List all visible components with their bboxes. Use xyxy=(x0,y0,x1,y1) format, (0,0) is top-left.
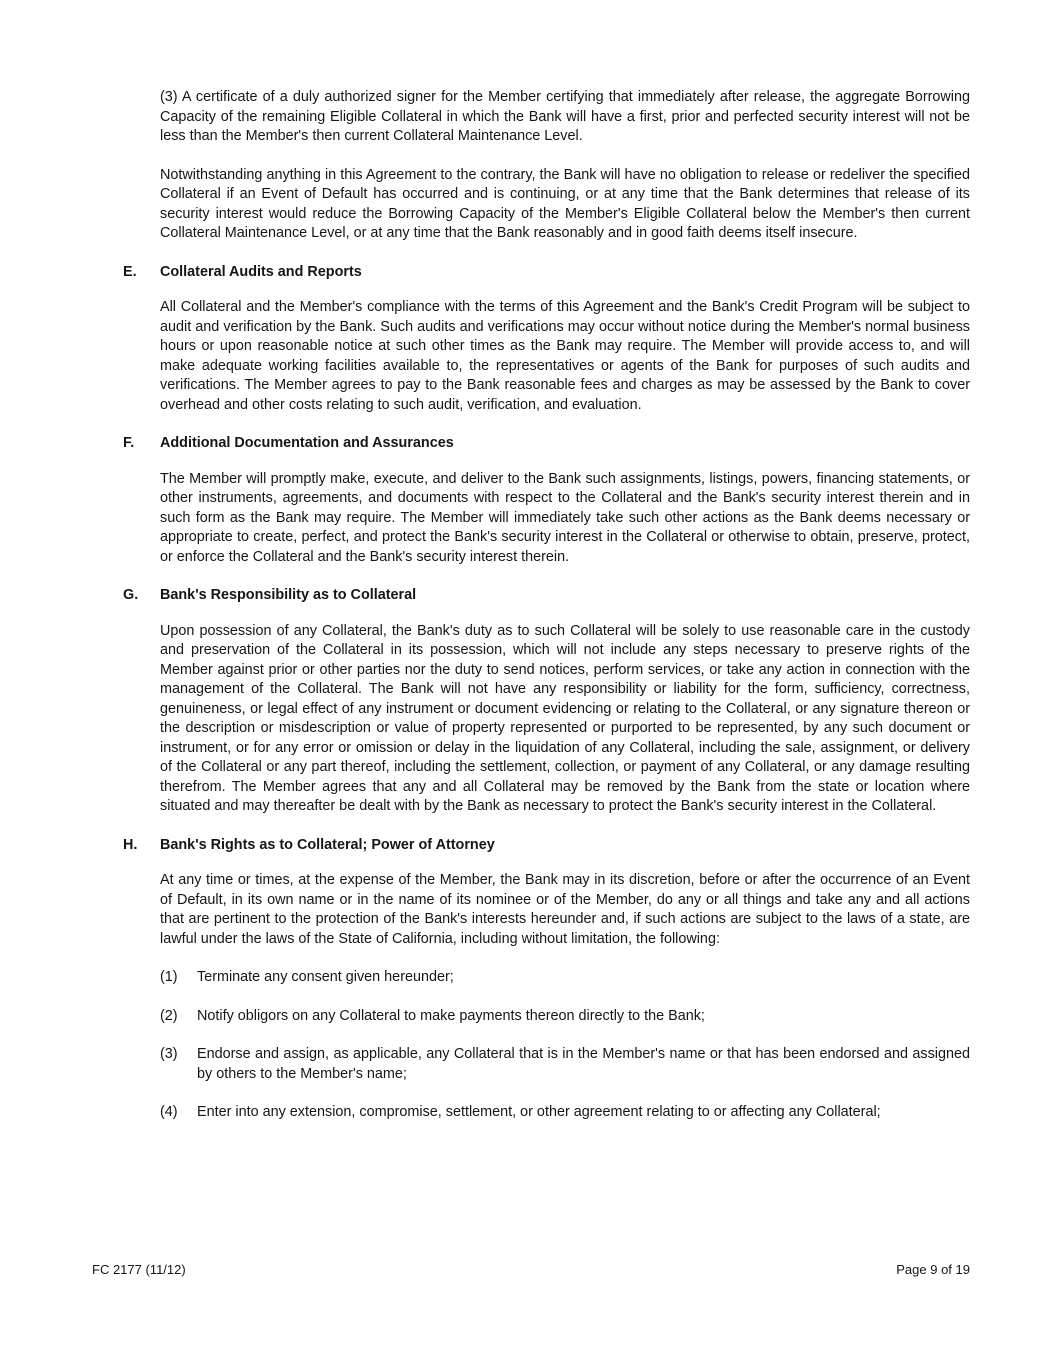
paragraph-notwithstanding: Notwithstanding anything in this Agreement to the contrary, the Bank will have no obligation to release or redeliver the specified Collateral if an Event of Default has occurred and is continuing, or at any time that the Bank determines that release of its security interest would reduce the Borrowing Capacity of the Member's Eligible Collateral below the Member's then current Collateral Maintenance Level, or at any time that the Bank reasonably and in good faith deems itself insecure. xyxy=(160,166,970,241)
document-content xyxy=(123,88,970,1142)
paragraph-certificate-item-3: (3) A certificate of a duly authorized signer for the Member certifying that immediately after release, the aggregate Borrowing Capacity of the remaining Eligible Collateral in which the Bank will have a first, prior and perfected security interest will not be less than the Member's then current Collateral Maintenance Level. xyxy=(160,89,970,144)
section-body-collateral-audits: All Collateral and the Member's compliance with the terms of this Agreement and the Bank's Credit Program will be subject to audit and verification by the Bank. Such audits and verifications may occur without notice during the Member's normal business hours or upon reasonable notice at such other times as the Bank may require. The Member will provide access to, and will make adequate working facilities available to, the representatives or agents of the Bank for purposes of such audits and verifications. The Member agrees to pay to the Bank reasonable fees and charges as may be assessed by the Bank to cover overhead and other costs relating to such audit, verification, and evaluation. xyxy=(160,299,970,413)
list-item-2-text: Notify obligors on any Collateral to make payments thereon directly to the Bank; xyxy=(197,1007,705,1024)
section-heading-g xyxy=(123,586,970,606)
section-title-collateral-audits: Collateral Audits and Reports xyxy=(160,263,362,280)
list-item-2-number: (2) xyxy=(160,1007,178,1024)
section-heading-h xyxy=(123,836,970,856)
section-body-additional-documentation: The Member will promptly make, execute, and deliver to the Bank such assignments, listings, powers, financing statements, or other instruments, agreements, and documents with respect to the Collateral and the Bank's security interest therein and in such form as the Bank may require. The Member will immediately take such other actions as the Bank deems necessary or appropriate to create, perfect, and protect the Bank's security interest in the Collateral or otherwise to obtain, preserve, protect, or enforce the Collateral and the Bank's security interest therein. xyxy=(160,470,970,565)
list-item-1-number: (1) xyxy=(160,969,178,985)
section-title-banks-rights: Bank's Rights as to Collateral; Power of Attorney xyxy=(160,836,495,853)
list-item-3-number: (3) xyxy=(160,1046,178,1062)
list-item-1-text: Terminate any consent given hereunder; xyxy=(197,969,454,985)
section-letter-f: F. xyxy=(123,435,135,451)
list-item-4-text: Enter into any extension, compromise, settlement, or other agreement relating to or affecting any Collateral; xyxy=(197,1104,881,1120)
section-letter-e: E. xyxy=(123,263,137,280)
page-number: Page 9 of 19 xyxy=(896,1262,970,1277)
section-letter-g: G. xyxy=(123,587,139,603)
section-body-banks-responsibility: Upon possession of any Collateral, the Bank's duty as to such Collateral will be solely to use reasonable care in the custody and preservation of the Collateral in its possession, which will not include any steps necessary to preserve rights of the Member against prior or other parties nor the duty to send notices, perform services, or take any action in connection with the management of the Collateral. The Bank will not have any responsibility or liability for the form, sufficiency, correctness, genuineness, or legal effect of any instrument or document evidencing or relating to the Collateral, or any signature thereon or the description or misdescription or value of property represented or purported to be represented, by any such document or instrument, or for any error or omission or delay in the liquidation of any Collateral, including the sale, assignment, or delivery of the Collateral or any part thereof, including the settlement, collection, or payment of any Collateral, or any damage resulting therefrom. The Member agrees that any and all Collateral may be removed by the Bank from the state or location where situated and may thereafter be dealt with by the Bank as necessary to protect the Bank's security interest in the Collateral. xyxy=(160,622,970,814)
section-heading-f xyxy=(123,434,970,454)
list-item-3 xyxy=(160,1045,970,1084)
section-heading-e xyxy=(123,263,970,283)
section-title-banks-responsibility: Bank's Responsibility as to Collateral xyxy=(160,587,417,603)
list-item-4-number: (4) xyxy=(160,1104,178,1120)
list-item-3-text: Endorse and assign, as applicable, any Collateral that is in the Member's name or that has been endorsed and assigned by others to the Member's name; xyxy=(197,1046,970,1082)
list-item-1 xyxy=(160,968,970,988)
section-letter-h: H. xyxy=(123,836,138,853)
section-title-additional-documentation: Additional Documentation and Assurances xyxy=(160,435,454,451)
section-body-banks-rights: At any time or times, at the expense of the Member, the Bank may in its discretion, before or after the occurrence of an Event of Default, in its own name or in the name of its nominee or of the Member, do any or all things and take any and all actions that are pertinent to the protection of the Bank's interests hereunder and, if such actions are subject to the laws of a state, are lawful under the laws of the State of California, including without limitation, the following: xyxy=(160,872,970,947)
list-item-4 xyxy=(160,1103,970,1123)
form-number: FC 2177 (11/12) xyxy=(92,1262,186,1277)
page-footer xyxy=(92,1262,970,1278)
list-item-2 xyxy=(160,1007,970,1027)
